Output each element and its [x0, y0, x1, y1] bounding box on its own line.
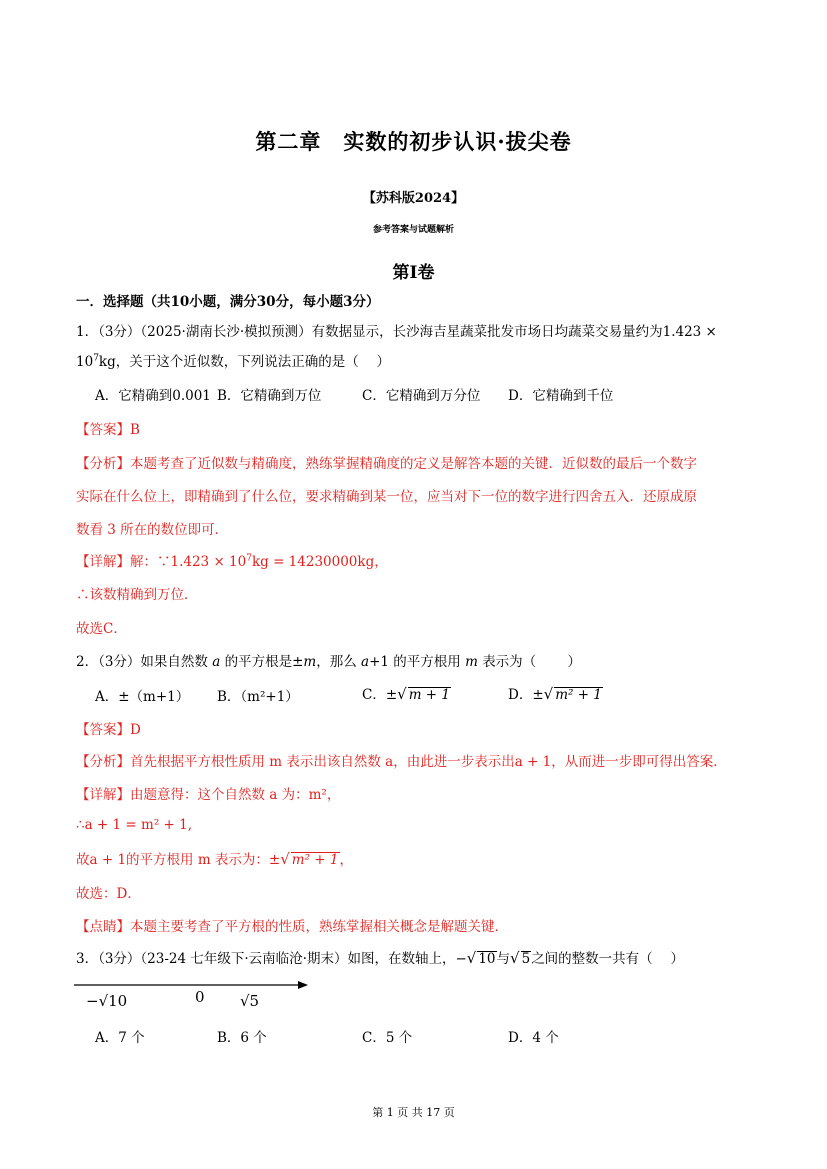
q1-stem-line2: [76, 350, 390, 370]
q2-option-c: [362, 683, 451, 703]
q3-radicand-1: 10: [478, 951, 496, 967]
q2-stem-end: 表示为（ ）: [482, 654, 581, 670]
q2-stem-mid: 的平方根是±: [224, 654, 304, 670]
q1-detail-b: kg = 14230000kg，: [251, 554, 388, 570]
q2-comment: 【点睛】本题主要考查了平方根的性质，熟练掌握相关概念是解题关键．: [76, 919, 508, 935]
q2-detail-3-suffix: ，: [339, 852, 353, 868]
edition-label: 【苏科版2024】: [362, 191, 465, 206]
q1-detail-3: 故选C．: [76, 621, 127, 637]
q3-option-c: C．5 个: [362, 1030, 413, 1046]
axis-label-zero: 0: [195, 988, 205, 1006]
q2-analysis: 【分析】首先根据平方根性质用 m 表示出该自然数 a，由此进一步表示出a + 1，从而进一步即可得出答案．: [76, 754, 727, 770]
q2-detail-3: [76, 848, 353, 868]
q1-analysis-2: 实际在什么位上，即精确到了什么位，要求精确到某一位，应当对下一位的数字进行四舍五入．还原成原: [76, 489, 697, 505]
section-heading: 一．选择题（共10小题，满分30分，每小题3分）: [76, 294, 380, 310]
q1-answer: 【答案】B: [76, 422, 140, 438]
q3-stem-mid: 与: [496, 951, 511, 967]
radical-sign-icon: √: [510, 949, 520, 967]
q3-stem-end: 之间的整数一共有（ ）: [531, 951, 684, 967]
q2-detail-2: ∴a + 1 = m² + 1,: [76, 817, 193, 833]
q1-detail-1: [76, 550, 388, 570]
q2-detail-3-radicand: m² + 1: [291, 852, 339, 868]
q1-detail-a: 【详解】解：∵1.423 × 10: [76, 554, 247, 570]
q3-stem-prefix: 3．（3分）（23-24 七年级下·云南临沧·期末）如图，在数轴上，−: [76, 951, 467, 967]
q1-stem-line1: 1．（3分）（2025·湖南长沙·模拟预测）有数据显示，长沙海吉星蔬菜批发市场日均蔬菜交易量约为1.423 ×: [76, 324, 717, 340]
q2-var-a1: a: [361, 654, 370, 670]
radical-sign-icon: √: [397, 685, 407, 703]
q1-option-b: B．它精确到万位: [217, 388, 322, 404]
q2-option-d: [508, 683, 603, 703]
q2-stem-mid2: ，那么: [316, 654, 357, 670]
document-subtitle: 参考答案与试题解析: [372, 225, 454, 235]
q3-option-a: A．7 个: [95, 1030, 145, 1046]
q2-detail-4: 故选：D．: [76, 886, 141, 902]
q2-detail-1: 【详解】由题意得：这个自然数 a 为：m²，: [76, 787, 341, 803]
q3-radicand-2: 5: [521, 951, 531, 967]
arrow-icon: [298, 981, 308, 989]
axis-label-sqrt5: √5: [240, 992, 260, 1010]
q2-option-c-radicand: m + 1: [408, 687, 451, 703]
q3-option-b: B．6 个: [217, 1030, 267, 1046]
q2-answer: 【答案】D: [76, 722, 141, 738]
q2-option-d-radicand: m² + 1: [555, 687, 602, 703]
q1-analysis-3: 数看 3 所在的数位即可．: [76, 522, 229, 538]
q2-stem-text: 2．（3分）如果自然数: [76, 654, 208, 670]
axis-label-neg-sqrt10: −√10: [86, 992, 128, 1010]
q2-option-d-prefix: D．±: [508, 687, 544, 703]
q3-option-d: D．4 个: [508, 1030, 559, 1046]
q2-var-a: a: [212, 654, 221, 670]
document-title: 第二章 实数的初步认识·拔尖卷: [255, 129, 572, 154]
q2-option-b: B．（m²+1）: [217, 689, 299, 705]
q1-rest: kg，关于这个近似数，下列说法正确的是（ ）: [98, 354, 391, 370]
q1-detail-exp: 7: [246, 553, 252, 564]
q1-analysis-1: 【分析】本题考查了近似数与精确度，熟练掌握精确度的定义是解答本题的关键．近似数的最后一个数字: [76, 456, 697, 472]
q1-exp: 7: [93, 353, 99, 364]
q2-option-c-prefix: C．±: [362, 687, 398, 703]
page-footer: 第 1 页 共 17 页: [372, 1106, 455, 1119]
q2-var-m2: m: [465, 654, 478, 670]
volume-heading: 第I卷: [392, 263, 435, 283]
radical-sign-icon: √: [280, 850, 290, 868]
radical-sign-icon: √: [543, 685, 554, 703]
q1-option-a: A．它精确到0.001: [95, 388, 211, 404]
q2-option-a: A．±（m+1）: [95, 689, 190, 705]
q1-option-d: D．它精确到千位: [508, 388, 614, 404]
radical-sign-icon: √: [466, 949, 477, 967]
q1-option-c: C．它精确到万分位: [362, 388, 481, 404]
q2-stem-plus: +1 的平方根用: [369, 654, 461, 670]
q2-stem: [76, 650, 581, 670]
q2-var-m: m: [303, 654, 317, 670]
q1-detail-2: ∴该数精确到万位．: [76, 587, 198, 603]
number-line-figure: [72, 974, 312, 1014]
q2-detail-3-prefix: 故a + 1的平方根用 m 表示为：±: [76, 852, 281, 868]
q1-base: 10: [76, 354, 94, 370]
q3-stem: [76, 947, 684, 967]
